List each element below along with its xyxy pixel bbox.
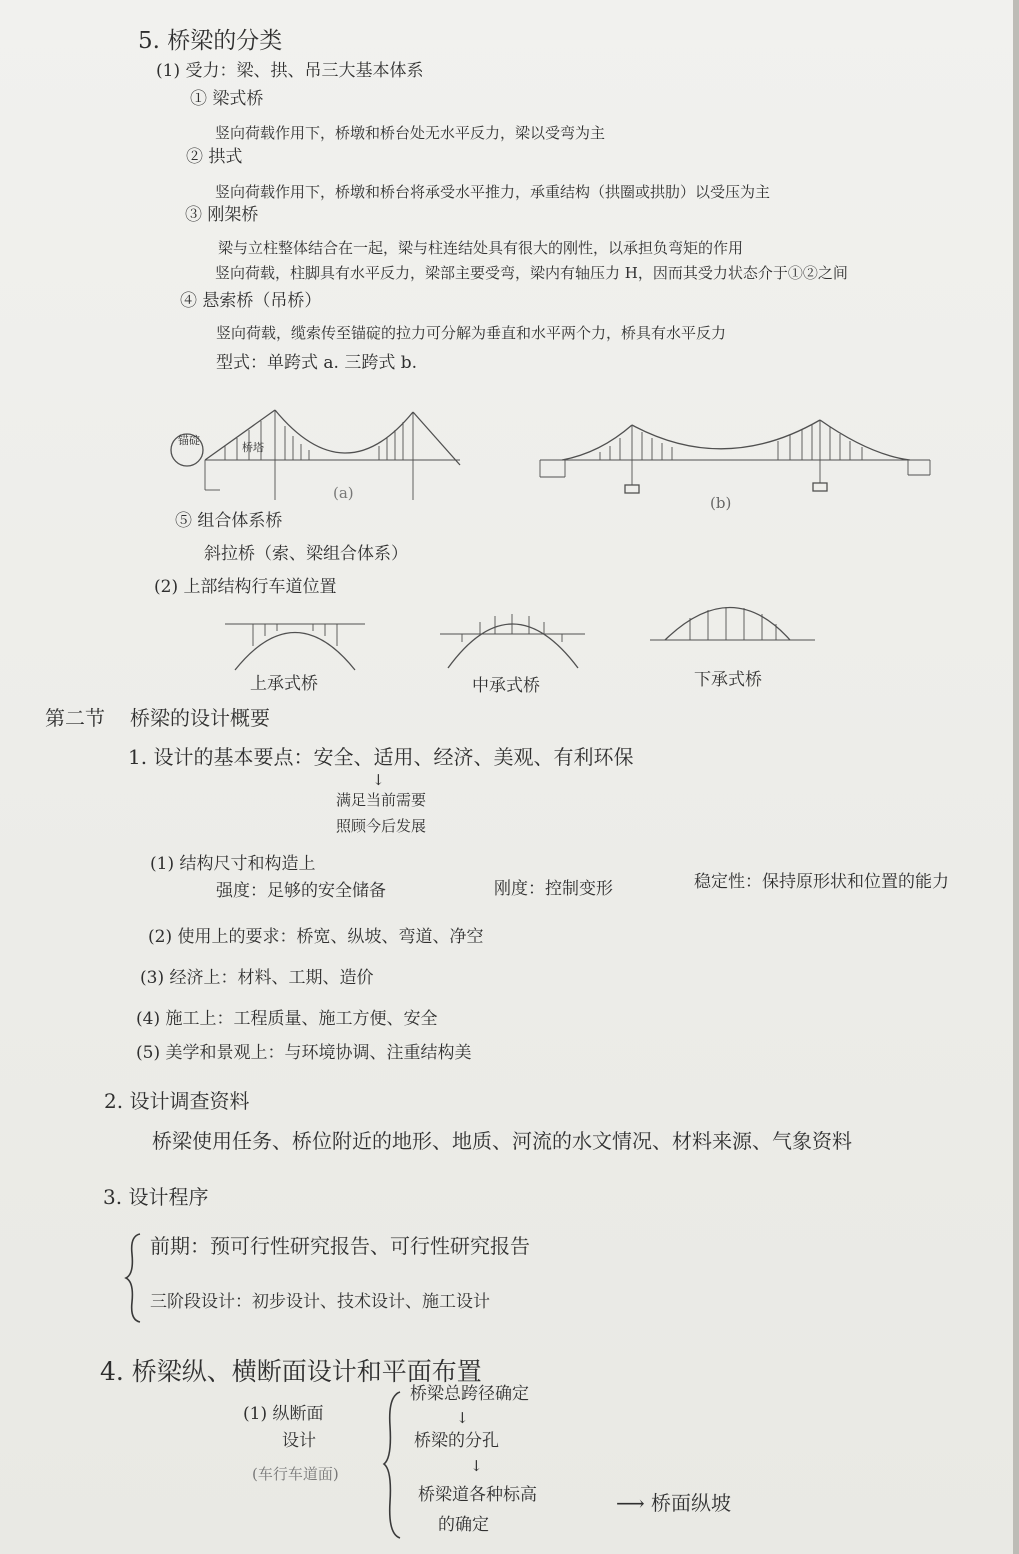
aesthetics-requirement: (5) 美学和景观上：与环境协调、注重结构美 [136, 1043, 472, 1063]
section-5-title: 5. 桥梁的分类 [138, 28, 283, 54]
suspension-three-span-sketch [540, 415, 935, 495]
caption-a: (a) [333, 484, 354, 502]
section-2-title: 桥梁的设计概要 [130, 706, 270, 730]
deck-arch-middle-sketch [440, 610, 585, 670]
economy-requirement: (3) 经济上：材料、工期、造价 [140, 968, 374, 988]
strength-note: 强度：足够的安全储备 [216, 881, 386, 901]
arrow-down: ↓ [372, 771, 385, 789]
deck-position-title: (2) 上部结构行车道位置 [154, 577, 337, 597]
step-arrow-2: ↓ [470, 1457, 483, 1475]
suspension-single-span-sketch [165, 400, 465, 510]
beam-bridge-title: ① 梁式桥 [190, 89, 264, 109]
usage-requirement: (2) 使用上的要求：桥宽、纵坡、弯道、净空 [148, 927, 484, 947]
survey-desc: 桥梁使用任务、桥位附近的地形、地质、河流的水文情况、材料来源、气象资料 [152, 1129, 852, 1153]
arch-bridge-title: ② 拱式 [186, 147, 243, 167]
span-division-step: 桥梁的分孔 [414, 1431, 499, 1451]
longitudinal-section-label: (1) 纵断面 [243, 1404, 324, 1424]
deck-middle-label: 中承式桥 [472, 676, 540, 696]
elevation-step-cont: 的确定 [438, 1515, 489, 1535]
suspension-desc: 竖向荷载，缆索传至锚碇的拉力可分解为垂直和水平两个力，桥具有水平反力 [216, 324, 727, 342]
caption-b: (b) [710, 494, 732, 512]
tower-label: 桥塔 [242, 441, 264, 454]
elevation-step: 桥梁道各种标高 [418, 1485, 537, 1505]
classification-by-force: (1) 受力：梁、拱、吊三大基本体系 [156, 61, 424, 81]
construction-requirement: (4) 施工上：工程质量、施工方便、安全 [136, 1009, 438, 1029]
section-2-header: 第二节 [45, 706, 105, 730]
design-label: 设计 [282, 1431, 316, 1451]
rigid-frame-title: ③ 刚架桥 [185, 205, 259, 225]
composite-title: ⑤ 组合体系桥 [175, 511, 283, 531]
three-stage-design: 三阶段设计：初步设计、技术设计、施工设计 [150, 1292, 490, 1312]
anchor-label: 锚碇 [178, 434, 200, 447]
layout-design-title: 4. 桥梁纵、横断面设计和平面布置 [100, 1357, 482, 1386]
suspension-forms: 型式：单跨式 a. 三跨式 b. [216, 353, 418, 373]
step-arrow-1: ↓ [456, 1409, 469, 1427]
stability-note: 稳定性：保持原形状和位置的能力 [694, 872, 949, 892]
procedure-brace [124, 1232, 144, 1324]
survey-title: 2. 设计调查资料 [104, 1089, 250, 1113]
design-basics-title: 1. 设计的基本要点：安全、适用、经济、美观、有利环保 [128, 745, 634, 769]
composite-desc: 斜拉桥（索、梁组合体系） [204, 544, 408, 564]
deck-top-label: 上承式桥 [250, 674, 318, 694]
deck-slope-result: ⟶ 桥面纵坡 [616, 1491, 732, 1515]
rigid-frame-desc-1: 梁与立柱整体结合在一起，梁与柱连结处具有很大的刚性，以承担负弯矩的作用 [218, 239, 744, 257]
structure-requirement: (1) 结构尺寸和构造上 [150, 854, 316, 874]
layout-brace [382, 1390, 404, 1540]
beam-bridge-desc: 竖向荷载作用下，桥墩和桥台处无水平反力，梁以受弯为主 [215, 124, 606, 142]
suspension-title: ④ 悬索桥（吊桥） [180, 291, 322, 311]
procedure-title: 3. 设计程序 [103, 1185, 209, 1209]
note-future-development: 照顾今后发展 [336, 817, 427, 835]
note-current-needs: 满足当前需要 [336, 791, 427, 809]
deck-bottom-label: 下承式桥 [694, 670, 762, 690]
deck-arch-bottom-sketch [650, 600, 815, 645]
total-span-step: 桥梁总跨径确定 [410, 1384, 529, 1404]
deck-arch-top-sketch [225, 620, 365, 675]
roadway-note: (车行车道面) [252, 1465, 339, 1483]
pre-phase: 前期：预可行性研究报告、可行性研究报告 [150, 1234, 530, 1258]
stiffness-note: 刚度：控制变形 [494, 879, 613, 899]
rigid-frame-desc-2: 竖向荷载，柱脚具有水平反力，梁部主要受弯，梁内有轴压力 H，因而其受力状态介于①②之间 [215, 264, 848, 282]
arch-bridge-desc: 竖向荷载作用下，桥墩和桥台将承受水平推力，承重结构（拱圈或拱肋）以受压为主 [215, 183, 771, 201]
